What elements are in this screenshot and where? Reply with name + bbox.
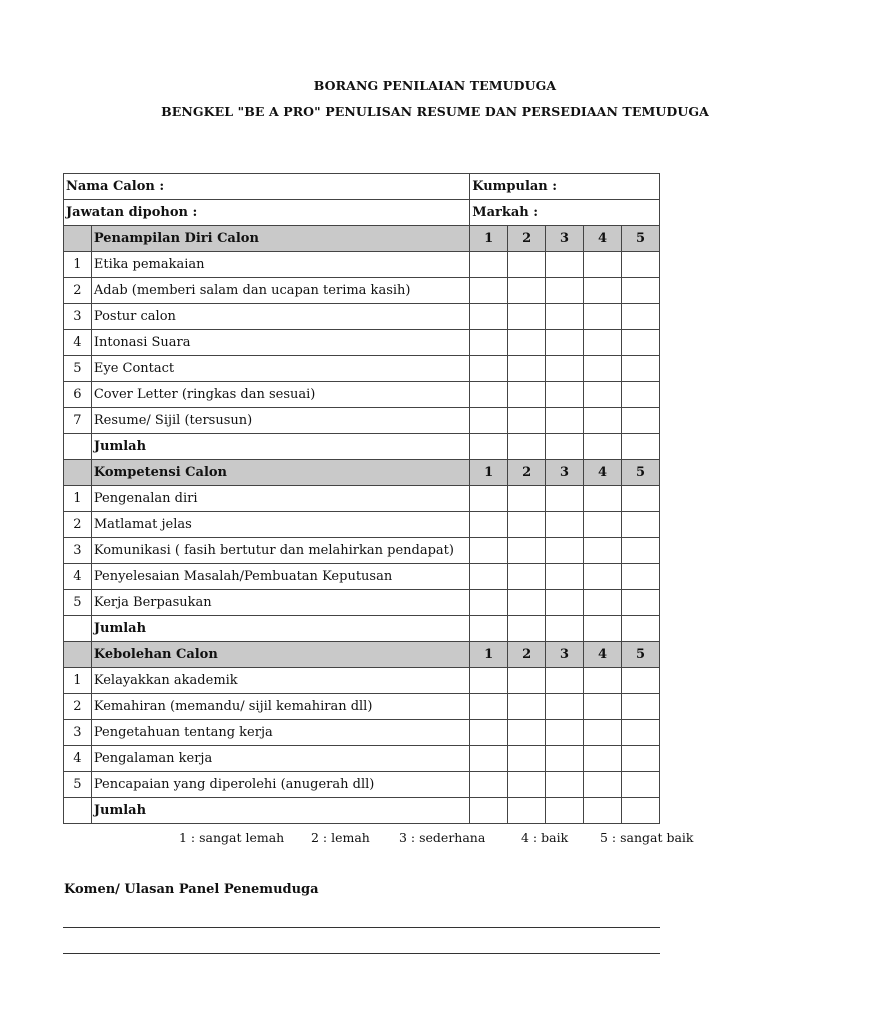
criteria-row xyxy=(64,564,660,590)
evaluation-table xyxy=(63,173,660,824)
score-cell-1[interactable] xyxy=(470,668,508,694)
score-cell-5[interactable] xyxy=(622,304,660,330)
section-header-row xyxy=(64,460,660,486)
total-label: Jumlah xyxy=(91,798,469,824)
total-cell-5[interactable] xyxy=(622,798,660,824)
criteria-label: Pencapaian yang diperolehi (anugerah dll) xyxy=(91,772,469,798)
score-cell-2[interactable] xyxy=(508,382,546,408)
criteria-label: Kerja Berpasukan xyxy=(91,590,469,616)
criteria-number: 6 xyxy=(64,382,92,408)
score-cell-3[interactable] xyxy=(546,694,584,720)
score-cell-2[interactable] xyxy=(508,694,546,720)
form-subtitle: BENGKEL "BE A PRO" PENULISAN RESUME DAN PERSEDIAAN TEMUDUGA xyxy=(161,104,709,119)
score-cell-2[interactable] xyxy=(508,538,546,564)
criteria-label: Etika pemakaian xyxy=(91,252,469,278)
score-cell-5[interactable] xyxy=(622,538,660,564)
section-title: Kompetensi Calon xyxy=(91,460,469,486)
score-header-5: 5 xyxy=(622,642,660,668)
score-cell-3[interactable] xyxy=(546,772,584,798)
total-cell-4[interactable] xyxy=(584,616,622,642)
criteria-row xyxy=(64,512,660,538)
score-header-2: 2 xyxy=(508,642,546,668)
score-cell-5[interactable] xyxy=(622,278,660,304)
criteria-number: 1 xyxy=(64,252,92,278)
score-header-4: 4 xyxy=(584,460,622,486)
total-number-cell xyxy=(64,616,92,642)
criteria-number: 7 xyxy=(64,408,92,434)
score-cell-4[interactable] xyxy=(584,382,622,408)
section-number-cell xyxy=(64,460,92,486)
score-cell-1[interactable] xyxy=(470,720,508,746)
criteria-label: Kemahiran (memandu/ sijil kemahiran dll) xyxy=(91,694,469,720)
score-cell-4[interactable] xyxy=(584,512,622,538)
total-cell-1[interactable] xyxy=(470,616,508,642)
criteria-row xyxy=(64,304,660,330)
position-row xyxy=(64,200,660,226)
score-cell-1[interactable] xyxy=(470,408,508,434)
total-cell-1[interactable] xyxy=(470,434,508,460)
markah-field[interactable]: Markah : xyxy=(470,200,660,226)
score-cell-5[interactable] xyxy=(622,486,660,512)
score-header-4: 4 xyxy=(584,226,622,252)
criteria-number: 1 xyxy=(64,668,92,694)
score-cell-1[interactable] xyxy=(470,486,508,512)
score-cell-2[interactable] xyxy=(508,252,546,278)
score-cell-5[interactable] xyxy=(622,590,660,616)
score-cell-3[interactable] xyxy=(546,252,584,278)
score-cell-2[interactable] xyxy=(508,304,546,330)
score-cell-4[interactable] xyxy=(584,330,622,356)
score-cell-2[interactable] xyxy=(508,278,546,304)
score-cell-2[interactable] xyxy=(508,330,546,356)
score-header-4: 4 xyxy=(584,642,622,668)
total-number-cell xyxy=(64,434,92,460)
criteria-label: Matlamat jelas xyxy=(91,512,469,538)
criteria-label: Adab (memberi salam dan ucapan terima kasih) xyxy=(91,278,469,304)
total-cell-3[interactable] xyxy=(546,616,584,642)
score-cell-4[interactable] xyxy=(584,668,622,694)
score-cell-1[interactable] xyxy=(470,746,508,772)
legend-3: 3 : sederhana xyxy=(399,830,486,845)
total-cell-3[interactable] xyxy=(546,798,584,824)
criteria-row xyxy=(64,538,660,564)
score-header-2: 2 xyxy=(508,226,546,252)
section-title: Penampilan Diri Calon xyxy=(91,226,469,252)
score-header-5: 5 xyxy=(622,460,660,486)
score-cell-4[interactable] xyxy=(584,694,622,720)
criteria-row xyxy=(64,668,660,694)
score-header-1: 1 xyxy=(470,642,508,668)
criteria-number: 2 xyxy=(64,694,92,720)
criteria-number: 1 xyxy=(64,486,92,512)
score-header-1: 1 xyxy=(470,226,508,252)
criteria-label: Postur calon xyxy=(91,304,469,330)
section-header-row xyxy=(64,226,660,252)
score-header-5: 5 xyxy=(622,226,660,252)
form-title: BORANG PENILAIAN TEMUDUGA xyxy=(313,78,557,93)
total-label: Jumlah xyxy=(91,434,469,460)
score-cell-3[interactable] xyxy=(546,330,584,356)
criteria-row xyxy=(64,772,660,798)
criteria-row xyxy=(64,694,660,720)
score-header-3: 3 xyxy=(546,642,584,668)
score-cell-2[interactable] xyxy=(508,746,546,772)
criteria-label: Kelayakkan akademik xyxy=(91,668,469,694)
score-cell-3[interactable] xyxy=(546,278,584,304)
score-cell-3[interactable] xyxy=(546,512,584,538)
score-cell-5[interactable] xyxy=(622,720,660,746)
criteria-row xyxy=(64,486,660,512)
criteria-number: 5 xyxy=(64,772,92,798)
criteria-number: 3 xyxy=(64,720,92,746)
criteria-row xyxy=(64,382,660,408)
criteria-label: Cover Letter (ringkas dan sesuai) xyxy=(91,382,469,408)
score-cell-4[interactable] xyxy=(584,538,622,564)
score-cell-4[interactable] xyxy=(584,278,622,304)
score-cell-5[interactable] xyxy=(622,772,660,798)
criteria-number: 5 xyxy=(64,590,92,616)
score-cell-3[interactable] xyxy=(546,746,584,772)
score-cell-4[interactable] xyxy=(584,304,622,330)
section-number-cell xyxy=(64,642,92,668)
score-cell-4[interactable] xyxy=(584,408,622,434)
score-cell-5[interactable] xyxy=(622,694,660,720)
jawatan-field[interactable]: Jawatan dipohon : xyxy=(64,200,470,226)
score-cell-4[interactable] xyxy=(584,746,622,772)
score-cell-1[interactable] xyxy=(470,330,508,356)
criteria-row xyxy=(64,590,660,616)
score-cell-3[interactable] xyxy=(546,382,584,408)
score-cell-5[interactable] xyxy=(622,746,660,772)
score-cell-3[interactable] xyxy=(546,720,584,746)
total-cell-4[interactable] xyxy=(584,798,622,824)
score-header-1: 1 xyxy=(470,460,508,486)
criteria-label: Eye Contact xyxy=(91,356,469,382)
score-cell-2[interactable] xyxy=(508,668,546,694)
legend-2: 2 : lemah xyxy=(311,830,370,845)
total-number-cell xyxy=(64,798,92,824)
score-cell-5[interactable] xyxy=(622,408,660,434)
criteria-number: 3 xyxy=(64,538,92,564)
score-cell-1[interactable] xyxy=(470,512,508,538)
kumpulan-field[interactable]: Kumpulan : xyxy=(470,174,660,200)
criteria-number: 2 xyxy=(64,512,92,538)
score-cell-5[interactable] xyxy=(622,564,660,590)
score-cell-5[interactable] xyxy=(622,252,660,278)
criteria-row xyxy=(64,330,660,356)
criteria-number: 5 xyxy=(64,356,92,382)
score-cell-3[interactable] xyxy=(546,590,584,616)
score-cell-1[interactable] xyxy=(470,564,508,590)
score-cell-3[interactable] xyxy=(546,356,584,382)
score-header-3: 3 xyxy=(546,226,584,252)
score-cell-5[interactable] xyxy=(622,356,660,382)
score-cell-1[interactable] xyxy=(470,694,508,720)
criteria-number: 3 xyxy=(64,304,92,330)
score-cell-2[interactable] xyxy=(508,486,546,512)
criteria-number: 2 xyxy=(64,278,92,304)
total-row xyxy=(64,616,660,642)
score-cell-5[interactable] xyxy=(622,382,660,408)
total-cell-2[interactable] xyxy=(508,798,546,824)
criteria-number: 4 xyxy=(64,564,92,590)
criteria-row xyxy=(64,720,660,746)
criteria-label: Pengalaman kerja xyxy=(91,746,469,772)
score-cell-3[interactable] xyxy=(546,486,584,512)
section-header-row xyxy=(64,642,660,668)
score-cell-3[interactable] xyxy=(546,564,584,590)
legend-4: 4 : baik xyxy=(521,830,569,845)
score-cell-4[interactable] xyxy=(584,356,622,382)
score-cell-1[interactable] xyxy=(470,382,508,408)
score-cell-3[interactable] xyxy=(546,408,584,434)
criteria-label: Intonasi Suara xyxy=(91,330,469,356)
score-cell-5[interactable] xyxy=(622,330,660,356)
komen-line-2[interactable] xyxy=(63,953,660,954)
score-cell-1[interactable] xyxy=(470,538,508,564)
score-cell-1[interactable] xyxy=(470,356,508,382)
score-cell-3[interactable] xyxy=(546,668,584,694)
score-cell-2[interactable] xyxy=(508,720,546,746)
total-label: Jumlah xyxy=(91,616,469,642)
criteria-row xyxy=(64,356,660,382)
criteria-number: 4 xyxy=(64,746,92,772)
criteria-row xyxy=(64,746,660,772)
candidate-name-row xyxy=(64,174,660,200)
score-cell-1[interactable] xyxy=(470,304,508,330)
score-cell-3[interactable] xyxy=(546,304,584,330)
total-cell-5[interactable] xyxy=(622,434,660,460)
total-cell-3[interactable] xyxy=(546,434,584,460)
criteria-row xyxy=(64,252,660,278)
score-cell-1[interactable] xyxy=(470,590,508,616)
total-cell-4[interactable] xyxy=(584,434,622,460)
score-cell-2[interactable] xyxy=(508,512,546,538)
score-cell-4[interactable] xyxy=(584,486,622,512)
score-header-2: 2 xyxy=(508,460,546,486)
score-cell-5[interactable] xyxy=(622,512,660,538)
legend-1: 1 : sangat lemah xyxy=(179,830,285,845)
score-cell-2[interactable] xyxy=(508,564,546,590)
criteria-number: 4 xyxy=(64,330,92,356)
score-cell-4[interactable] xyxy=(584,590,622,616)
komen-line-1[interactable] xyxy=(63,927,660,928)
score-cell-4[interactable] xyxy=(584,772,622,798)
score-cell-4[interactable] xyxy=(584,252,622,278)
criteria-row xyxy=(64,278,660,304)
legend-5: 5 : sangat baik xyxy=(600,830,694,845)
score-cell-3[interactable] xyxy=(546,538,584,564)
nama-calon-field[interactable]: Nama Calon : xyxy=(64,174,470,200)
section-number-cell xyxy=(64,226,92,252)
score-cell-1[interactable] xyxy=(470,772,508,798)
score-cell-1[interactable] xyxy=(470,278,508,304)
score-cell-4[interactable] xyxy=(584,564,622,590)
score-cell-2[interactable] xyxy=(508,772,546,798)
total-cell-2[interactable] xyxy=(508,434,546,460)
score-cell-2[interactable] xyxy=(508,590,546,616)
criteria-label: Komunikasi ( fasih bertutur dan melahirkan pendapat) xyxy=(91,538,469,564)
total-cell-5[interactable] xyxy=(622,616,660,642)
total-row xyxy=(64,798,660,824)
score-header-3: 3 xyxy=(546,460,584,486)
komen-label: Komen/ Ulasan Panel Penemuduga xyxy=(64,882,319,897)
total-cell-1[interactable] xyxy=(470,798,508,824)
total-cell-2[interactable] xyxy=(508,616,546,642)
criteria-label: Resume/ Sijil (tersusun) xyxy=(91,408,469,434)
criteria-row xyxy=(64,408,660,434)
score-cell-1[interactable] xyxy=(470,252,508,278)
score-cell-4[interactable] xyxy=(584,720,622,746)
section-title: Kebolehan Calon xyxy=(91,642,469,668)
criteria-label: Pengetahuan tentang kerja xyxy=(91,720,469,746)
criteria-label: Penyelesaian Masalah/Pembuatan Keputusan xyxy=(91,564,469,590)
score-cell-5[interactable] xyxy=(622,668,660,694)
score-cell-2[interactable] xyxy=(508,408,546,434)
criteria-label: Pengenalan diri xyxy=(91,486,469,512)
total-row xyxy=(64,434,660,460)
score-cell-2[interactable] xyxy=(508,356,546,382)
